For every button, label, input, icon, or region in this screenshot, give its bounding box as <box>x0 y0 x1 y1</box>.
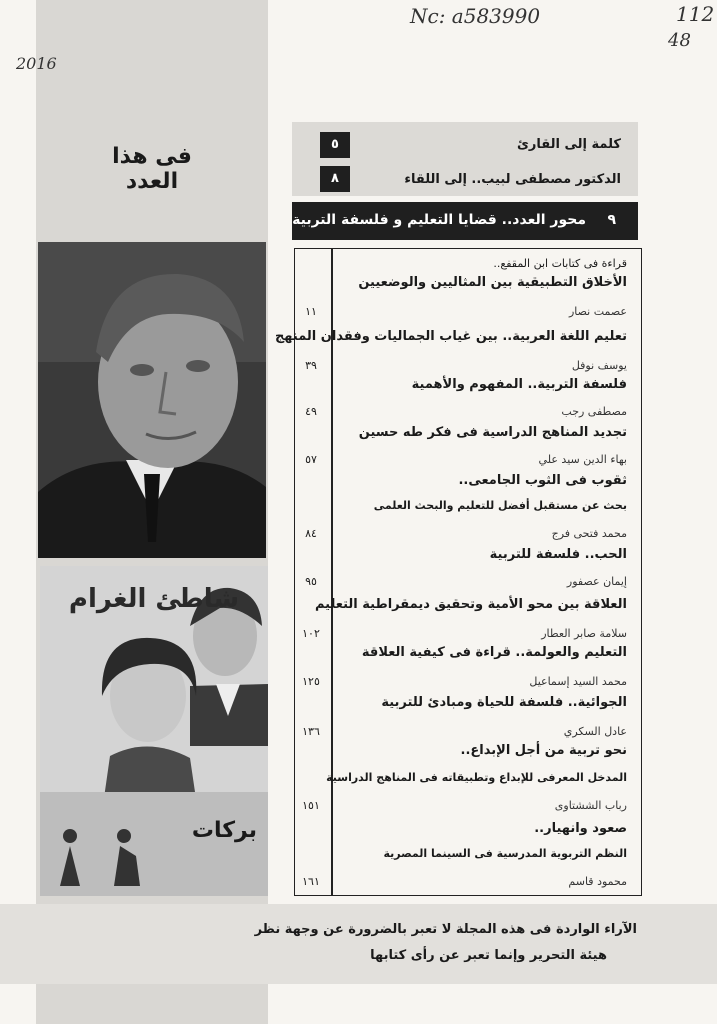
row-label: الدكتور مصطفى لبيب.. إلى اللقاء <box>404 172 621 187</box>
toc-entry-author: محمد فتحى فرج <box>551 527 627 540</box>
handwritten-reference: Nc: a583990 <box>410 4 541 28</box>
toc-entry-page: ٨٤ <box>305 527 317 540</box>
portrait-photo <box>38 242 266 558</box>
poster-brand: بركات <box>191 818 257 843</box>
handwritten-year: 2016 <box>16 54 57 73</box>
theme-banner <box>292 202 638 240</box>
row-page-number: ٥ <box>320 132 350 158</box>
toc-entry-page: ٥٧ <box>305 453 317 466</box>
toc-divider <box>331 249 333 895</box>
disclaimer-footer <box>0 904 717 984</box>
toc-entry-subtitle: المدخل المعرفى للإبداع وتطبيقاته فى المناهج الدراسية <box>326 771 627 784</box>
table-of-contents <box>274 248 642 896</box>
row-page-number: ٨ <box>320 166 350 192</box>
toc-entry-title: نحو تربية من أجل الإبداع.. <box>460 743 627 758</box>
toc-entry-author: سلامة صابر العطار <box>541 627 627 640</box>
toc-entry-page: ٩٥ <box>305 575 317 588</box>
toc-entry-author: عصمت نصار <box>568 305 627 318</box>
disclaimer-line: الآراء الواردة فى هذه المجلة لا تعبر بالضرورة عن وجهة نظر <box>254 922 637 937</box>
toc-entry-author: بهاء الدين سيد علي <box>538 453 627 466</box>
toc-entry-page: ١٥١ <box>302 799 320 812</box>
toc-entry-title: صعود وانهيار.. <box>534 821 627 836</box>
poster-illustration <box>40 566 268 896</box>
toc-entry-subtitle: النظم التربوية المدرسية فى السينما المصرية <box>383 847 627 860</box>
poster-title: شاطئ الغرام <box>68 584 240 614</box>
toc-entry-title: ثقوب فى الثوب الجامعى.. <box>458 473 627 488</box>
portrait-illustration <box>38 242 266 558</box>
toc-entry-title: الحب.. فلسفة للتربية <box>489 547 627 562</box>
toc-entry-subtitle: بحث عن مستقبل أفضل للتعليم والبحث العلمى <box>373 499 627 512</box>
toc-entry-author: محمود قاسم <box>568 875 627 888</box>
toc-entry-page: ١١ <box>305 305 317 318</box>
handwritten-sub-number: 48 <box>668 30 691 51</box>
toc-entry-title: الجوائية.. فلسفة للحياة ومبادئ للتربية <box>381 695 627 710</box>
toc-entry-title: الأخلاق التطبيقية بين المثاليين والوضعيين <box>358 275 627 290</box>
toc-entry-author: مصطفى رجب <box>561 405 627 418</box>
toc-entry-title: فلسفة التربية.. المفهوم والأهمية <box>411 377 627 392</box>
toc-entry-title: تجديد المناهج الدراسية فى فكر طه حسين <box>358 425 627 440</box>
issue-title: فى هذا العدد <box>112 144 192 194</box>
toc-entry-title: التعليم والعولمة.. قراءة فى كيفية العلاقة <box>361 645 627 660</box>
row-label: كلمة إلى القارئ <box>517 137 621 152</box>
toc-intro: قراءة فى كتابات ابن المقفع.. <box>493 257 627 270</box>
banner-text: محور العدد.. قضايا التعليم و فلسفة التربية <box>292 212 586 228</box>
movie-poster <box>40 566 268 896</box>
toc-entry-title: العلاقة بين محو الأمية وتحقيق ديمقراطية التعليم <box>314 597 627 612</box>
toc-entry-page: ٤٩ <box>305 405 317 418</box>
toc-entry-page: ١٢٥ <box>302 675 320 688</box>
toc-entry-author: رباب الششتاوى <box>554 799 627 812</box>
toc-entry-page: ١٠٢ <box>302 627 320 640</box>
toc-entry-page: ٣٩ <box>305 359 317 372</box>
toc-entry-title: تعليم اللغة العربية.. بين غياب الجماليات وفقدان المنهج <box>274 329 627 344</box>
toc-entry-author: إيمان عصفور <box>566 575 627 588</box>
toc-entry-author: عادل السكري <box>563 725 627 738</box>
disclaimer-line: هيئة التحرير وإنما تعبر عن رأى كتابها <box>370 948 607 963</box>
handwritten-number: 112 <box>676 2 715 26</box>
toc-entry-author: يوسف نوفل <box>571 359 627 372</box>
toc-entry-page: ١٣٦ <box>302 725 320 738</box>
banner-page-number: ٩ <box>607 212 616 228</box>
toc-entry-author: محمد السيد إسماعيل <box>529 675 627 688</box>
toc-entry-page: ١٦١ <box>302 875 320 888</box>
